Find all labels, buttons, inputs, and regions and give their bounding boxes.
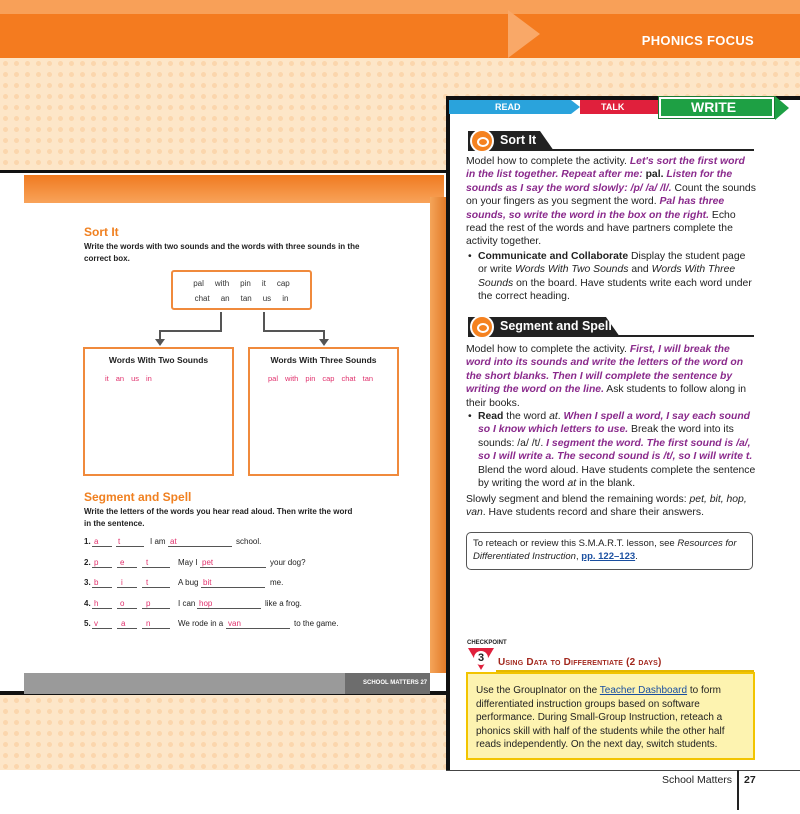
three-sounds-box: [248, 347, 399, 476]
blank: [117, 567, 137, 568]
word: chat: [194, 294, 210, 303]
section-label: PHONICS FOCUS: [641, 33, 754, 48]
word-bank: [171, 270, 312, 310]
handwritten-word: chat: [341, 374, 356, 383]
handwritten-word: pin: [305, 374, 316, 383]
student-page-edge: [430, 197, 446, 673]
footer-rule: [446, 770, 800, 771]
sort-it-teacher-heading: [468, 131, 758, 151]
text-italic: at: [549, 411, 558, 422]
sort-it-instruction: Write the words with two sounds and the words with three sounds in the correct box.: [84, 242, 360, 263]
sentence-text: I am: [150, 537, 166, 546]
header-highlight: [0, 0, 800, 14]
teacher-script: Listen for the sounds as I say the word slowly: /p/ /a/ /l/.: [466, 169, 733, 194]
segment-spell-paragraph: [466, 343, 756, 410]
text: Echo read the rest of the words and have partners complete the activity together.: [466, 209, 736, 248]
text: Ask students to follow along in their books.: [466, 384, 747, 409]
text: in the blank.: [576, 478, 636, 490]
handwritten-answer: bit: [203, 578, 212, 587]
teacher-script: I segment the word. The first sound is /a/, so I will write a. The second sound is /t/, so I will write t.: [478, 437, 753, 463]
page-reference-link[interactable]: pp. 122–123: [581, 551, 636, 562]
two-sounds-box: [83, 347, 234, 476]
handwritten-answer: van: [228, 619, 241, 628]
remaining-words-paragraph: [466, 493, 756, 520]
segment-spell-title: Segment and Spell: [500, 319, 612, 333]
text-italic: Words With Three Sounds: [478, 264, 736, 289]
checkpoint-number: 3: [474, 651, 488, 665]
tab-talk-label: TALK: [601, 102, 625, 112]
text: and: [628, 264, 652, 276]
blank: [117, 608, 137, 609]
sentence-text: school.: [236, 537, 262, 546]
magnifier-icon: [470, 315, 494, 339]
handwritten-word: us: [131, 374, 140, 383]
text: Blend the word aloud. Have students complete the sentence by writing the word: [478, 464, 756, 490]
handwritten-word: pal: [268, 374, 279, 383]
sentence-text: A bug: [178, 578, 199, 587]
word: tan: [240, 294, 252, 303]
teacher-dashboard-link[interactable]: Teacher Dashboard: [599, 685, 688, 696]
handwritten-letter: i: [121, 578, 123, 587]
blank: [142, 567, 170, 568]
answer-line: [168, 546, 232, 547]
text: Count the sounds on your fingers as you segment the word.: [466, 182, 756, 208]
text: .: [557, 411, 564, 422]
blank: [117, 628, 137, 629]
handwritten-letter: h: [94, 599, 99, 608]
word: with: [214, 279, 230, 288]
text: To reteach or review this S.M.A.R.T. lesson, see: [473, 538, 678, 549]
teacher-script: When I spell a word, I say each sound so I know which letters to use.: [478, 411, 751, 436]
two-sounds-heading: Words With Two Sounds: [108, 355, 209, 365]
handwritten-letter: n: [146, 619, 151, 628]
tab-write-label: WRITE: [691, 99, 737, 115]
word: us: [262, 294, 272, 303]
heading-rule: [468, 335, 754, 337]
read-bullet: [478, 410, 756, 490]
sentence-text: your dog?: [270, 558, 306, 567]
handwritten-letter: p: [94, 558, 99, 567]
text: Slowly segment and blend the remaining words:: [466, 494, 690, 505]
segment-spell-teacher-heading: [468, 317, 758, 337]
handwritten-letter: b: [94, 578, 99, 587]
text: on the board. Have students write each word under the correct heading.: [478, 277, 752, 303]
text-italic: Words With Two Sounds: [514, 264, 629, 276]
connector: [220, 312, 222, 331]
handwritten-letter: v: [94, 619, 98, 628]
handwritten-letter: t: [146, 578, 149, 587]
handwritten-word: it: [105, 374, 109, 383]
connector: [159, 330, 222, 332]
answer-line: [197, 608, 261, 609]
blank: [116, 546, 144, 547]
text: . Have students record and share their answers.: [482, 507, 704, 519]
blank: [92, 567, 112, 568]
item-number: 1.: [84, 537, 91, 546]
heading-rule: [468, 149, 754, 151]
handwritten-word: in: [146, 374, 152, 383]
sort-it-heading: Sort It: [84, 225, 119, 239]
blank: [92, 608, 112, 609]
blank: [117, 587, 137, 588]
blank: [142, 608, 170, 609]
handwritten-letter: p: [146, 599, 151, 608]
segment-spell-instruction: Write the letters of the words you hear read aloud. Then write the word in the sentence.: [84, 507, 353, 528]
text-bold: Read: [478, 411, 504, 422]
word: an: [220, 294, 230, 303]
text: .: [635, 551, 638, 562]
answer-line: [201, 587, 265, 588]
text-italic: pet, bit, hop, van: [466, 494, 747, 519]
text: Display the student page or write: [478, 251, 746, 276]
text: ,: [575, 551, 582, 562]
text: Model how to complete the activity.: [466, 156, 630, 167]
arrow-right: [319, 339, 329, 346]
handwritten-letter: t: [146, 558, 149, 567]
footer-title: School Matters: [662, 774, 733, 786]
handwritten-letter: a: [94, 537, 99, 546]
segment-spell-heading: Segment and Spell: [84, 490, 192, 504]
answer-line: [226, 628, 290, 629]
word: pin: [240, 279, 251, 288]
blank: [142, 628, 170, 629]
checkpoint-title: Using Data to Differentiate (2 days): [498, 657, 662, 668]
footer-separator: [737, 770, 739, 810]
two-sounds-answers: [105, 374, 152, 383]
spell-row: [84, 537, 384, 549]
item-number: 3.: [84, 578, 91, 587]
tab-read-arrow: [571, 100, 580, 114]
handwritten-letter: a: [121, 619, 126, 628]
handwritten-answer: hop: [199, 599, 213, 608]
header-chevron: [508, 10, 540, 58]
magnifier-icon: [470, 129, 494, 153]
text-italic: Resources for Differentiated Instruction: [473, 538, 737, 562]
word: in: [282, 294, 289, 303]
sentence-text: May I: [178, 558, 198, 567]
sentence-text: like a frog.: [265, 599, 302, 608]
sentence-text: I can: [178, 599, 196, 608]
item-number: 4.: [84, 599, 91, 608]
blank: [142, 587, 170, 588]
three-sounds-heading: Words With Three Sounds: [270, 355, 377, 365]
word-bank-row-2: [173, 294, 310, 303]
tab-read-label: READ: [495, 102, 521, 112]
student-page-footer-text: SCHOOL MATTERS 27: [363, 680, 428, 686]
handwritten-word: an: [115, 374, 125, 383]
answer-line: [200, 567, 266, 568]
spell-row: [84, 558, 384, 570]
read-talk-write-tabs: [449, 96, 800, 120]
text: Break the word into its sounds: /a/ /t/.: [478, 424, 734, 449]
handwritten-letter: e: [120, 558, 125, 567]
teacher-script: Pal has three sounds, so write the word in the box on the right.: [466, 196, 725, 221]
handwritten-word: with: [285, 374, 299, 383]
connector: [263, 330, 325, 332]
blank: [92, 628, 112, 629]
dot-pattern-bottom: [0, 695, 446, 770]
page-number: 27: [744, 774, 756, 786]
tab-write-arrow: [775, 96, 789, 120]
checkpoint-box: [466, 672, 755, 760]
sentence-text: me.: [270, 578, 284, 587]
student-page-header-band: [24, 175, 444, 203]
spell-row: [84, 578, 384, 590]
handwritten-answer: at: [170, 537, 177, 546]
spell-row: [84, 619, 394, 631]
arrow-left: [155, 339, 165, 346]
text-bold: pal.: [645, 169, 667, 181]
teacher-script: Let's sort the first word in the list together. Repeat after me:: [466, 156, 745, 181]
word: it: [261, 279, 266, 288]
sentence-text: We rode in a: [178, 619, 224, 628]
item-number: 5.: [84, 619, 91, 628]
text: to form differentiated instruction groups based on software performance. During Small-Group Instruction, reteach a phonics skill with half of the students while the other half reads independently. On the next day, switch students.: [476, 685, 725, 750]
checkpoint-label: CHECKPOINT: [467, 640, 507, 646]
text: Use the GroupInator on the: [476, 685, 600, 696]
three-sounds-answers: [268, 374, 373, 383]
handwritten-word: cap: [322, 374, 335, 383]
student-page: [0, 170, 446, 695]
blank: [92, 587, 112, 588]
reteach-note: [466, 532, 753, 570]
text: Model how to complete the activity.: [466, 344, 630, 355]
word-bank-row-1: [173, 279, 310, 288]
sort-it-paragraph: [466, 155, 756, 249]
word: pal: [193, 279, 204, 288]
text-bold: Communicate and Collaborate: [478, 251, 629, 262]
text-italic: at: [567, 478, 577, 490]
handwritten-letter: t: [118, 537, 121, 546]
spell-row: [84, 599, 384, 611]
handwritten-word: tan: [362, 374, 374, 383]
handwritten-answer: pet: [202, 558, 214, 567]
sentence-text: to the game.: [294, 619, 339, 628]
sort-it-title: Sort It: [500, 133, 537, 147]
communicate-bullet: [478, 250, 756, 304]
item-number: 2.: [84, 558, 91, 567]
text: the word: [503, 411, 550, 422]
connector: [263, 312, 265, 331]
teacher-script: First, I will break the word into its sounds and write the letters of the word on the short blanks. Then I will complete the sentence by writing the word on the line.: [466, 344, 744, 396]
word: cap: [276, 279, 290, 288]
blank: [92, 546, 112, 547]
handwritten-letter: o: [120, 599, 125, 608]
